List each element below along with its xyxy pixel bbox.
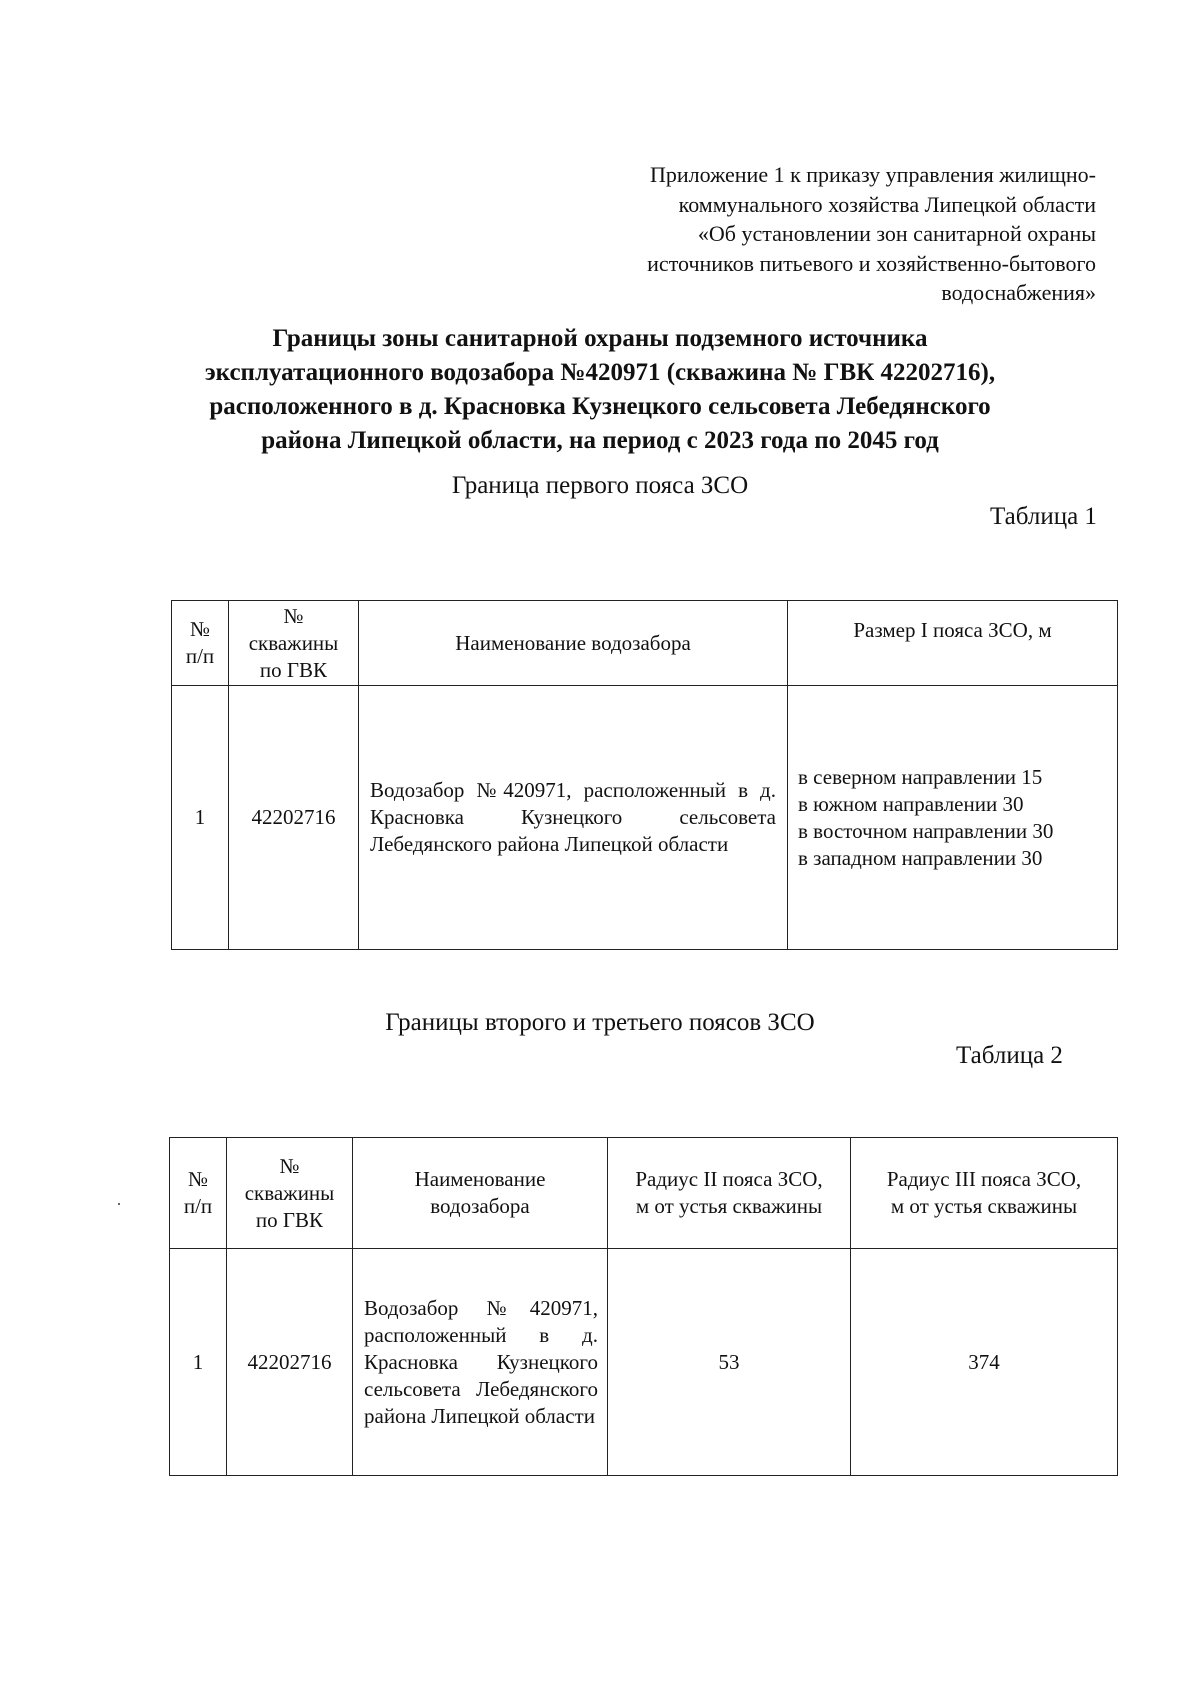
header-name: Наименование водозабора [353, 1138, 608, 1249]
cell-well: 42202716 [229, 686, 359, 950]
cell-num: 1 [170, 1249, 227, 1476]
table2-header-row [170, 1138, 1118, 1249]
cell-well: 42202716 [227, 1249, 353, 1476]
annex-line: водоснабжения» [941, 280, 1096, 305]
scan-speck [118, 1203, 120, 1205]
cell-name: Водозабор №420971, расположенный в д. Красновка Кузнецкого сельсовета Лебедянского района Липецкой области [353, 1249, 608, 1476]
title-line: Границы зоны санитарной охраны подземного источника [272, 325, 928, 352]
header-radius-three: Радиус III пояса ЗСО, м от устья скважины [851, 1138, 1118, 1249]
annex-line: коммунального хозяйства Липецкой области [678, 191, 1096, 217]
title-line: расположенного в д. Красновка Кузнецкого сельсовета Лебедянского [209, 393, 991, 420]
cell-name: Водозабор №420971, расположенный в д. Красновка Кузнецкого сельсовета Лебедянского района Липецкой области [359, 686, 788, 950]
title-line: эксплуатационного водозабора №420971 (скважина № ГВК 42202716), [204, 359, 996, 386]
annex-line: источников питьевого и хозяйственно-бытового [647, 250, 1096, 276]
document-title [150, 322, 1050, 458]
table1-header-row [172, 601, 1118, 686]
annex-line: «Об установлении зон санитарной охраны [697, 221, 1096, 246]
annex-reference [560, 160, 1096, 308]
table2-heading: Границы второго и третьего поясов ЗСО [385, 1009, 815, 1036]
header-radius-two: Радиус II пояса ЗСО, м от устья скважины [608, 1138, 851, 1249]
header-num: № п/п [172, 601, 229, 686]
header-num: № п/п [170, 1138, 227, 1249]
cell-num: 1 [172, 686, 229, 950]
table2-label: Таблица 2 [956, 1042, 1063, 1069]
annex-line: Приложение 1 к приказу управления жилищно- [650, 162, 1096, 187]
title-line: района Липецкой области, на период с 2023 года по 2045 год [261, 427, 939, 454]
cell-size: в северном направлении 15 в южном направлении 30 в восточном направлении 30 в западном направлении 30 [788, 686, 1118, 950]
table1-zone-one [171, 600, 1118, 950]
table2-zones-two-three [169, 1137, 1118, 1476]
cell-radius-two: 53 [608, 1249, 851, 1476]
header-well: № скважины по ГВК [227, 1138, 353, 1249]
table-row [170, 1249, 1118, 1476]
table-row [172, 686, 1118, 950]
header-well: № скважины по ГВК [229, 601, 359, 686]
table1-label: Таблица 1 [990, 503, 1097, 530]
header-name: Наименование водозабора [359, 601, 788, 686]
header-size: Размер I пояса ЗСО, м [788, 601, 1118, 686]
cell-radius-three: 374 [851, 1249, 1118, 1476]
table1-heading: Граница первого пояса ЗСО [451, 472, 749, 499]
